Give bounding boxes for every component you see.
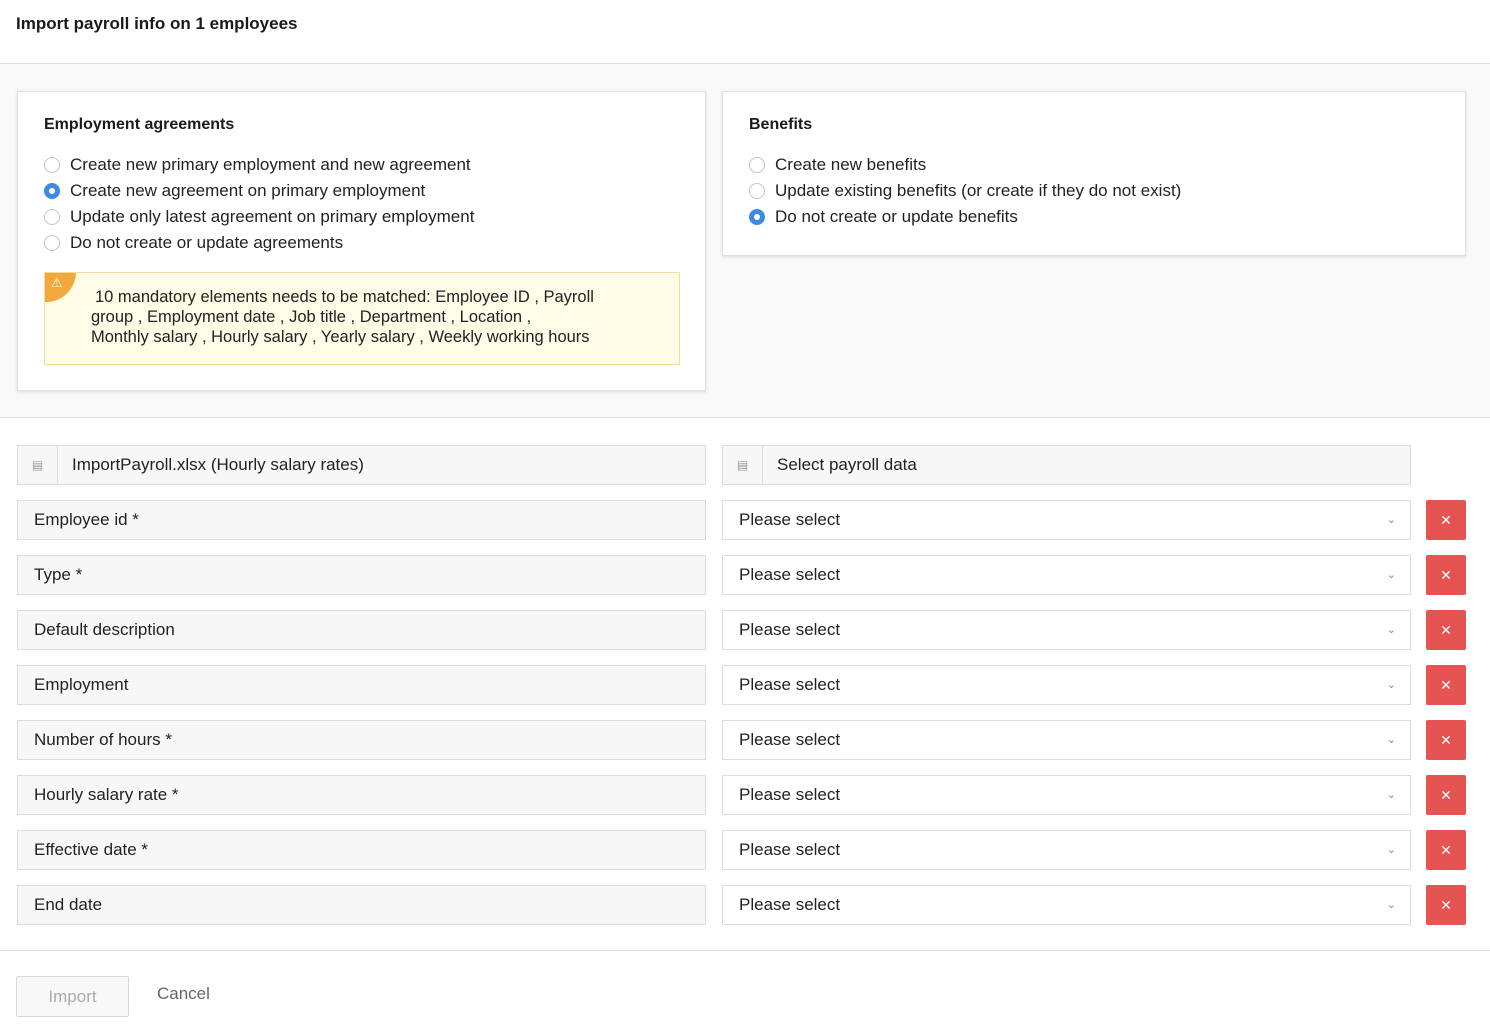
chevron-down-icon: ⌄ [1386, 679, 1396, 691]
field-mapping [0, 418, 1490, 950]
mapping-select[interactable] [722, 885, 1411, 925]
mapping-select[interactable] [722, 830, 1411, 870]
radio-button[interactable] [749, 209, 765, 225]
mapping-select[interactable] [722, 610, 1411, 650]
mapping-select[interactable] [722, 665, 1411, 705]
mapping-field-label: Number of hours * [17, 720, 706, 760]
radio-button[interactable] [44, 157, 60, 173]
radio-label: Do not create or update agreements [70, 233, 344, 252]
select-value: Please select [739, 675, 841, 694]
employment-option[interactable] [44, 231, 343, 255]
mapping-select[interactable] [722, 555, 1411, 595]
radio-button[interactable] [749, 183, 765, 199]
mapping-field-label: Type * [17, 555, 706, 595]
mapping-field-label: End date [17, 885, 706, 925]
dialog-footer [0, 950, 1490, 1028]
benefits-option[interactable] [749, 179, 1181, 203]
remove-row-button[interactable]: ✕ [1426, 885, 1466, 925]
select-value: Please select [739, 840, 841, 859]
dialog-header [0, 0, 1490, 64]
select-value: Please select [739, 565, 841, 584]
chevron-down-icon: ⌄ [1386, 899, 1396, 911]
spreadsheet-icon: ▤ [18, 446, 58, 484]
warning-line: Monthly salary , Hourly salary , Yearly salary , Weekly working hours [91, 328, 590, 346]
mapping-field-label: Effective date * [17, 830, 706, 870]
remove-row-button[interactable]: ✕ [1426, 665, 1466, 705]
radio-label: Update existing benefits (or create if they do not exist) [775, 181, 1182, 200]
mapping-field-label: Employment [17, 665, 706, 705]
source-file-header: ▤ ImportPayroll.xlsx (Hourly salary rates) [17, 445, 706, 485]
radio-button[interactable] [44, 235, 60, 251]
import-button[interactable]: Import [16, 976, 129, 1017]
mapping-select[interactable] [722, 775, 1411, 815]
warning-icon: ⚠ [44, 272, 76, 302]
import-options [0, 64, 1490, 418]
employment-option[interactable] [44, 179, 425, 203]
employment-option[interactable] [44, 205, 474, 229]
warning-text [91, 287, 671, 347]
benefits-title: Benefits [749, 116, 813, 133]
chevron-down-icon: ⌄ [1386, 844, 1396, 856]
target-data-header: ▤ Select payroll data [722, 445, 1411, 485]
select-value: Please select [739, 895, 841, 914]
employment-option[interactable] [44, 153, 471, 177]
radio-label: Create new benefits [775, 155, 927, 174]
mandatory-elements-warning [44, 272, 680, 365]
chevron-down-icon: ⌄ [1386, 569, 1396, 581]
select-value: Please select [739, 730, 841, 749]
radio-label: Do not create or update benefits [775, 207, 1018, 226]
radio-button[interactable] [44, 183, 60, 199]
chevron-down-icon: ⌄ [1386, 514, 1396, 526]
mapping-field-label: Default description [17, 610, 706, 650]
employment-agreements-panel [17, 91, 706, 391]
mapping-field-label: Employee id * [17, 500, 706, 540]
remove-row-button[interactable]: ✕ [1426, 500, 1466, 540]
remove-row-button[interactable]: ✕ [1426, 830, 1466, 870]
document-icon: ▤ [723, 446, 763, 484]
mapping-select[interactable] [722, 500, 1411, 540]
chevron-down-icon: ⌄ [1386, 734, 1396, 746]
benefits-panel [722, 91, 1466, 256]
radio-label: Create new primary employment and new agreement [70, 155, 471, 174]
radio-button[interactable] [44, 209, 60, 225]
employment-agreements-title: Employment agreements [44, 116, 235, 133]
remove-row-button[interactable]: ✕ [1426, 555, 1466, 595]
chevron-down-icon: ⌄ [1386, 624, 1396, 636]
benefits-option[interactable] [749, 205, 1018, 229]
radio-label: Create new agreement on primary employment [70, 181, 426, 200]
mapping-select[interactable] [722, 720, 1411, 760]
warning-line: 10 mandatory elements needs to be matched: Employee ID , Payroll [95, 288, 594, 306]
remove-row-button[interactable]: ✕ [1426, 720, 1466, 760]
select-value: Please select [739, 620, 841, 639]
select-value: Please select [739, 510, 841, 529]
benefits-option[interactable] [749, 153, 926, 177]
radio-button[interactable] [749, 157, 765, 173]
dialog-title: Import payroll info on 1 employees [16, 14, 298, 33]
remove-row-button[interactable]: ✕ [1426, 775, 1466, 815]
warning-line: group , Employment date , Job title , Department , Location , [91, 308, 532, 326]
radio-label: Update only latest agreement on primary employment [70, 207, 475, 226]
cancel-button[interactable]: Cancel [157, 984, 210, 1003]
remove-row-button[interactable]: ✕ [1426, 610, 1466, 650]
chevron-down-icon: ⌄ [1386, 789, 1396, 801]
mapping-field-label: Hourly salary rate * [17, 775, 706, 815]
select-value: Please select [739, 785, 841, 804]
